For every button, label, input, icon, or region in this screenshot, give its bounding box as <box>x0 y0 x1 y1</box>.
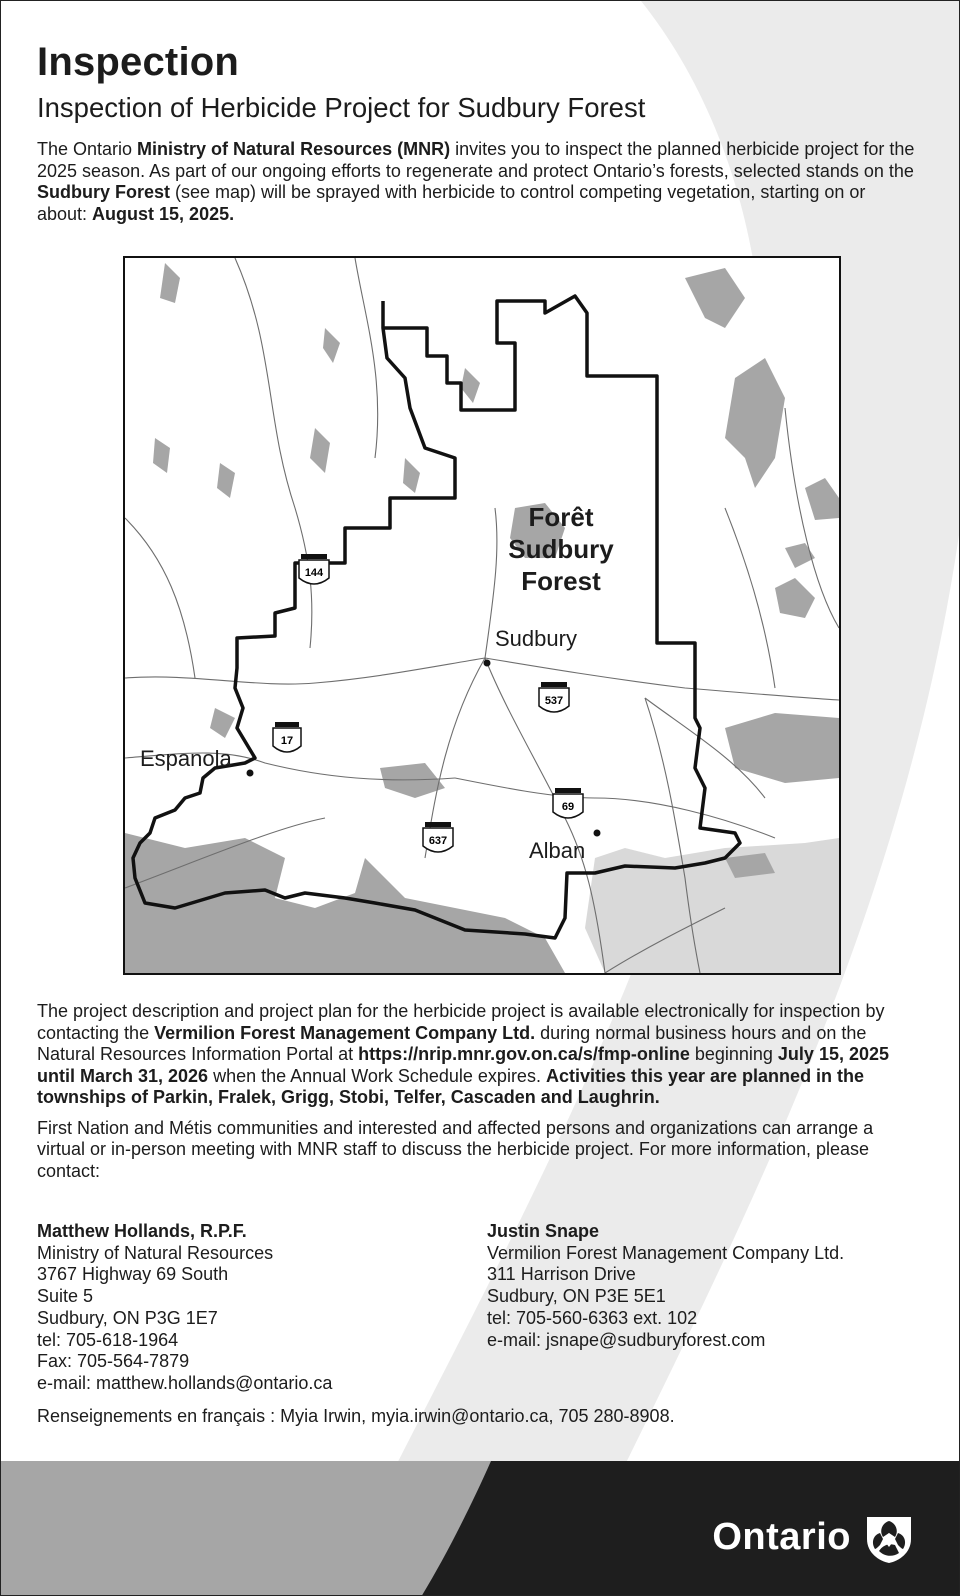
intro-paragraph: The Ontario Ministry of Natural Resources (MNR) invites you to inspect the planned herbicide project for the 2025 season. As part of our ongoing efforts to regenerate and protect Ontario’s forests, selected stands on the Sudbury Forest (see map) will be sprayed with herbicide to control competing vegetation, starting on or about: August 15, 2025. <box>37 139 915 224</box>
highway-637-shield <box>423 822 453 852</box>
forest-map <box>123 256 841 975</box>
svg-text:144: 144 <box>304 567 324 579</box>
ontario-wordmark: Ontario <box>712 1515 851 1558</box>
page-subtitle: Inspection of Herbicide Project for Sudbury Forest <box>37 92 646 123</box>
forest-label-name: Sudbury <box>508 534 614 564</box>
header-section <box>37 39 917 225</box>
contact-address: 311 Harrison Drive <box>487 1264 636 1285</box>
page-title: Inspection <box>37 40 240 84</box>
contact-tel: tel: 705-618-1964 <box>37 1329 179 1350</box>
sudbury-marker <box>484 660 491 667</box>
contact-org: Vermilion Forest Management Company Ltd. <box>487 1242 845 1263</box>
water-bodies <box>125 263 839 973</box>
contact-name: Justin Snape <box>487 1221 600 1241</box>
svg-text:637: 637 <box>428 835 448 847</box>
highway-69-shield <box>553 788 583 818</box>
alban-label: Alban <box>529 838 586 863</box>
svg-text:69: 69 <box>561 801 575 813</box>
contact-email[interactable]: e-mail: matthew.hollands@ontario.ca <box>37 1372 333 1393</box>
place-labels <box>140 626 585 863</box>
sudbury-label: Sudbury <box>495 626 577 651</box>
contact-mnr <box>37 1221 332 1395</box>
contact-address: 3767 Highway 69 South <box>37 1264 229 1285</box>
contact-address-suite: Suite 5 <box>37 1286 94 1307</box>
body-section <box>37 1001 922 1182</box>
svg-text:537: 537 <box>544 695 564 707</box>
highway-17-shield <box>273 722 301 752</box>
map-canvas <box>125 258 839 973</box>
espanola-label: Espanola <box>140 746 232 771</box>
contact-city: Sudbury, ON P3G 1E7 <box>37 1307 218 1328</box>
contact-city: Sudbury, ON P3E 5E1 <box>487 1286 666 1307</box>
forest-label-en: Forest <box>521 566 601 596</box>
french-contact-line: Renseignements en français : Myia Irwin, myia.irwin@ontario.ca, 705 280-8908. <box>37 1406 675 1426</box>
trillium-icon <box>861 1509 917 1565</box>
alban-marker <box>594 830 601 837</box>
contact-vermilion <box>487 1221 844 1351</box>
contact-fax: Fax: 705-564-7879 <box>37 1351 190 1372</box>
highway-144-shield <box>299 554 329 584</box>
espanola-marker <box>247 770 254 777</box>
forest-label-fr: Forêt <box>528 502 594 532</box>
svg-text:17: 17 <box>280 735 294 747</box>
contact-name: Matthew Hollands, R.P.F. <box>37 1221 247 1241</box>
contact-org: Ministry of Natural Resources <box>37 1242 274 1263</box>
meeting-paragraph: First Nation and Métis communities and interested and affected persons and organizations can arrange a virtual or in-person meeting with MNR staff to discuss the herbicide project. For more information, please contact: <box>37 1117 874 1181</box>
highway-537-shield <box>539 682 569 712</box>
ontario-logo <box>712 1509 917 1565</box>
contact-tel: tel: 705-560-6363 ext. 102 <box>487 1307 698 1328</box>
project-details-paragraph: The project description and project plan for the herbicide project is available electronically for inspection by contacting the Vermilion Forest Management Company Ltd. during normal business hours and on the Natural Resources Information Portal at https://nrip.mnr.gov.on.ca/s/fmp-online beginning July 15, 2025 until March 31, 2026 when the Annual Work Schedule expires. Activities this year are planned in the townships of Parkin, Fralek, Grigg, Stobi, Telfer, Cascaden and Laughrin. <box>37 1001 890 1107</box>
portal-link[interactable]: https://nrip.mnr.gov.on.ca/s/fmp-online <box>358 1044 690 1064</box>
contact-email[interactable]: e-mail: jsnape@sudburyforest.com <box>487 1329 766 1350</box>
highway-shields <box>273 554 583 852</box>
